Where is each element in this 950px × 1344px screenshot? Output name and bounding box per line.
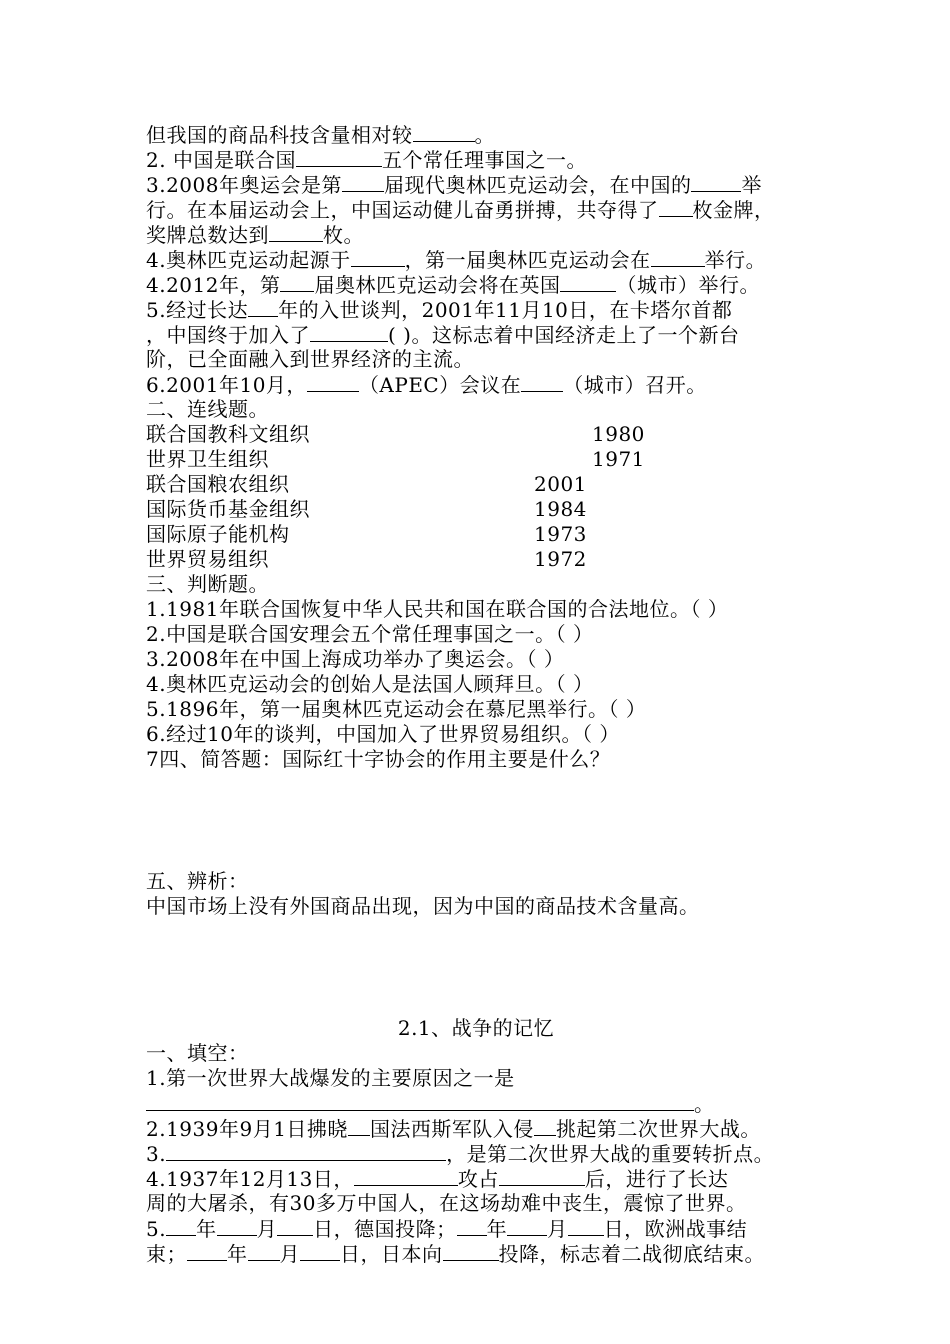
- blank[interactable]: [534, 1116, 556, 1136]
- blank[interactable]: [499, 1166, 585, 1186]
- blank[interactable]: [296, 147, 382, 167]
- blank[interactable]: [521, 372, 563, 392]
- blank[interactable]: [300, 1241, 340, 1261]
- matching-row: 联合国粮农组织 2001: [146, 472, 587, 496]
- blank[interactable]: [280, 272, 314, 292]
- blank[interactable]: [354, 1166, 458, 1186]
- blank[interactable]: [146, 1091, 694, 1111]
- fill-line-7: 5.经过长达 年的入世谈判，2001年11月10日，在卡塔尔首都: [146, 298, 733, 322]
- war-q1: 1.第一次世界大战爆发的主要原因之一是: [146, 1066, 515, 1090]
- war-q4-cont: 周的大屠杀，有30多万中国人，在这场劫难中丧生，震惊了世界。: [146, 1191, 747, 1215]
- blank[interactable]: [413, 122, 475, 142]
- matching-row: 国际货币基金组织 1984: [146, 497, 587, 521]
- blank[interactable]: [443, 1241, 499, 1261]
- war-q4: 4.1937年12月13日， 攻占 后，进行了长达: [146, 1167, 729, 1191]
- war-q5: 5. 年 月 日，德国投降； 年 月 日，欧洲战事结: [146, 1217, 748, 1241]
- blank[interactable]: [166, 1216, 196, 1236]
- blank[interactable]: [248, 1241, 280, 1261]
- blank[interactable]: [351, 247, 405, 267]
- judge-item: 5.1896年，第一届奥林匹克运动会在慕尼黑举行。（ ）: [146, 697, 647, 721]
- matching-row: 国际原子能机构 1973: [146, 522, 587, 546]
- judge-item: 2.中国是联合国安理会五个常任理事国之一。（ ）: [146, 622, 594, 646]
- war-q5-cont: 束； 年 月 日，日本向 投降，标志着二战彻底结束。: [146, 1242, 765, 1266]
- fill-line-1: 2. 中国是联合国 五个常任理事国之一。: [146, 148, 587, 172]
- blank[interactable]: [187, 1241, 227, 1261]
- matching-row: 世界贸易组织 1972: [146, 547, 587, 571]
- judge-item: 3.2008年在中国上海成功举办了奥运会。（ ）: [146, 647, 565, 671]
- blank[interactable]: [269, 222, 323, 242]
- fill-line-6: 4.2012年，第 届奥林匹克运动会将在英国 （城市）举行。: [146, 273, 760, 297]
- fill-line-5: 4.奥林匹克运动起源于 ，第一届奥林匹克运动会在 举行。: [146, 248, 767, 272]
- fill-line-9: 阶，已全面融入到世界经济的主流。: [146, 347, 474, 371]
- fill-line-3: 行。在本届运动会上，中国运动健儿奋勇拼搏，共夺得了 枚金牌，: [146, 198, 775, 222]
- blank[interactable]: [457, 1216, 487, 1236]
- short-answer-question: 7四、简答题：国际红十字协会的作用主要是什么？: [146, 747, 611, 771]
- fill-line-8: ，中国终于加入了 ( )。这标志着中国经济走上了一个新台: [146, 323, 740, 347]
- fill-line-4: 奖牌总数达到 枚。: [146, 223, 364, 247]
- war-q3: 3. ，是第二次世界大战的重要转折点。: [146, 1142, 775, 1166]
- blank[interactable]: [342, 172, 384, 192]
- judge-item: 1.1981年联合国恢复中华人民共和国在联合国的合法地位。（ ）: [146, 597, 729, 621]
- fill-line-0: 但我国的商品科技含量相对较 。: [146, 123, 495, 147]
- matching-heading: 二、连线题。: [146, 397, 269, 421]
- section-heading: 一、填空：: [146, 1041, 249, 1065]
- war-q2: 2.1939年9月1日拂晓 国法西斯军队入侵 挑起第二次世界大战。: [146, 1117, 761, 1141]
- blank[interactable]: [310, 322, 388, 342]
- blank[interactable]: [651, 247, 705, 267]
- blank[interactable]: [507, 1216, 547, 1236]
- fill-line-10: 6.2001年10月， （APEC）会议在 （城市）召开。: [146, 373, 707, 397]
- blank[interactable]: [277, 1216, 313, 1236]
- blank[interactable]: [659, 197, 693, 217]
- matching-row: 世界卫生组织 1971: [146, 447, 645, 471]
- blank[interactable]: [348, 1116, 370, 1136]
- analysis-text: 中国市场上没有外国商品出现，因为中国的商品技术含量高。: [146, 894, 700, 918]
- judge-heading: 三、判断题。: [146, 572, 269, 596]
- document-page: [146, 122, 806, 1266]
- judge-item: 4.奥林匹克运动会的创始人是法国人顾拜旦。（ ）: [146, 672, 594, 696]
- analysis-heading: 五、辨析：: [146, 869, 249, 893]
- section-title: 2.1、战争的记忆: [397, 1016, 555, 1040]
- blank[interactable]: [307, 372, 359, 392]
- blank[interactable]: [560, 272, 616, 292]
- judge-item: 6.经过10年的谈判，中国加入了世界贸易组织。（ ）: [146, 722, 620, 746]
- blank[interactable]: [691, 172, 741, 192]
- war-q1-answer: 。: [146, 1091, 806, 1116]
- matching-row: 联合国教科文组织 1980: [146, 422, 645, 446]
- blank[interactable]: [166, 1141, 446, 1161]
- blank[interactable]: [217, 1216, 257, 1236]
- blank[interactable]: [248, 297, 278, 317]
- fill-line-2: 3.2008年奥运会是第 届现代奥林匹克运动会，在中国的 举: [146, 173, 762, 197]
- blank[interactable]: [568, 1216, 604, 1236]
